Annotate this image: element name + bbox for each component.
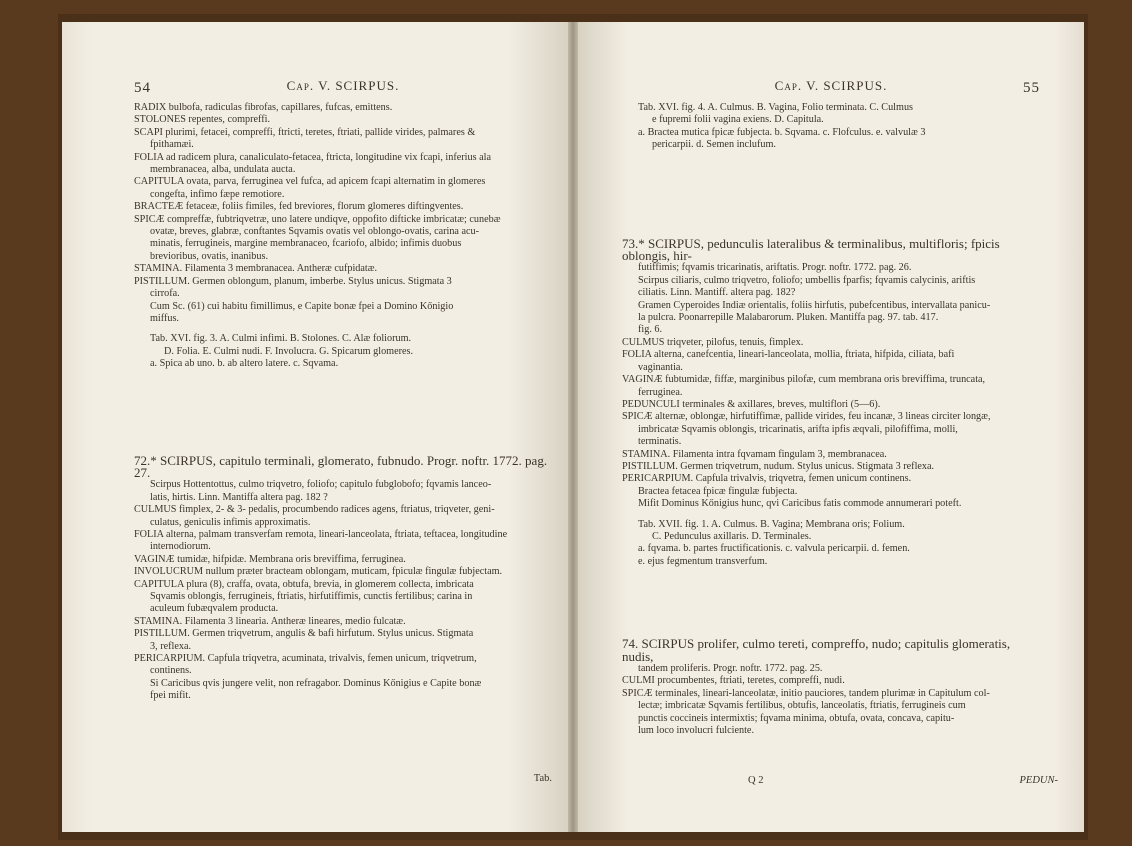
text-line: congefta, infimo fæpe remotiore. xyxy=(150,188,285,200)
left-plate-legend xyxy=(134,333,552,370)
text-line: fpei mifit. xyxy=(150,690,191,702)
text-line: VAGINÆ fubtumidæ, fiffæ, marginibus pilofæ, cum membrana oris breviffima, truncata, xyxy=(622,374,986,386)
right-page-number: 55 xyxy=(1023,80,1040,96)
text-line: PEDUNCULI terminales & axillares, breves, multiflori (5—6). xyxy=(622,398,881,410)
text-line: latis, hirtis. Linn. Mantiffa altera pag. 182 ? xyxy=(150,491,328,503)
text-line: a. Spica ab uno. b. ab altero latere. c. Sqvama. xyxy=(150,358,339,370)
right-plate-legend-top xyxy=(622,102,1040,152)
text-line: BRACTEÆ fetaceæ, foliis fimiles, fed breviores, florum glomeres diftingventes. xyxy=(134,201,464,213)
text-line: lectæ; imbricatæ Sqvamis fertilibus, obtufis, lanceolatis, ftriatis, ferrugineis cum xyxy=(638,700,966,712)
right-plate-legend-mid xyxy=(622,519,1040,569)
text-line: PISTILLUM. Germen triqvetrum, angulis & bafi hirfutum. Stylus unicus. Stigmata xyxy=(134,628,474,640)
text-line: Scirpus ciliaris, culmo triqvetro, foliofo; umbellis fparfis; fqvamis calycinis, ariftis xyxy=(638,274,976,286)
text-line: VAGINÆ tumidæ, hifpidæ. Membrana oris breviffima, ferruginea. xyxy=(134,553,406,565)
text-line: Gramen Cyperoides Indiæ orientalis, foliis hirfutis, pubefcentibus, intervallata panicu- xyxy=(638,299,991,311)
text-line: SCAPI plurimi, fetacei, compreffi, ftricti, teretes, ftriati, pallide virides, palmares & xyxy=(134,126,476,138)
left-catchword: Tab. xyxy=(533,773,552,784)
text-line: imbricatæ Sqvamis oblongis, tricarinatis, arifta ipfis æqvali, pilofiffima, molli, xyxy=(638,423,958,435)
entry-73 xyxy=(622,235,1040,511)
text-line: CULMUS triqveter, pilofus, tenuis, fimplex. xyxy=(622,336,804,348)
text-line: membranacea, alba, undulata aucta. xyxy=(150,164,296,176)
text-line: ovatæ, breves, glabræ, conftantes Sqvamis ovatis vel oblongo-ovatis, carina acu- xyxy=(150,226,480,238)
left-description-block xyxy=(134,102,552,325)
text-line: ferruginea. xyxy=(638,386,683,398)
text-line: minatis, ferrugineis, margine membranaceo, fcariofo, albido; infimis duobus xyxy=(150,238,462,250)
text-line: FOLIA ad radicem plura, canaliculato-fetacea, ftricta, longitudine vix fcapi, inferius ala xyxy=(134,151,491,163)
text-line: Scirpus Hottentottus, culmo triqvetro, foliofo; capitulo fubglobofo; fqvamis lanceo- xyxy=(150,479,492,491)
text-line: STAMINA. Filamenta 3 membranacea. Antheræ cufpidatæ. xyxy=(134,263,378,275)
text-line: 72.* SCIRPUS, capitulo terminali, glomerato, fubnudo. Progr. noftr. 1772. pag. 27. xyxy=(134,452,548,480)
left-page xyxy=(62,22,568,832)
text-line: miffus. xyxy=(150,312,179,324)
left-page-content xyxy=(134,80,552,703)
right-catchword: PEDUN- xyxy=(1019,775,1058,786)
text-line: tandem proliferis. Progr. noftr. 1772. pag. 25. xyxy=(638,663,823,674)
text-line: CULMUS fimplex, 2- & 3- pedalis, procumbendo radices agens, ftriatus, triqveter, geni- xyxy=(134,504,495,516)
text-line: pericarpii. d. Semen inclufum. xyxy=(652,139,776,151)
text-line: C. Pedunculus axillaris. D. Terminales. xyxy=(652,530,812,542)
text-line: e. ejus fegmentum transverfum. xyxy=(638,555,768,567)
text-line: fpithamæi. xyxy=(150,139,194,151)
text-line: PERICARPIUM. Capfula triqvetra, acuminata, trivalvis, femen unicum, triqvetrum, xyxy=(134,653,477,665)
text-line: CULMI procumbentes, ftriati, teretes, compreffi, nudi. xyxy=(622,675,845,687)
text-line: SPICÆ alternæ, oblongæ, hirfutiffimæ, pallide virides, feu incanæ, 3 lineas circiter longæ, xyxy=(622,411,991,423)
book-spread xyxy=(58,14,1088,840)
signature-mark: Q 2 xyxy=(748,775,764,786)
text-line: brevioribus, ovatis, inanibus. xyxy=(150,250,268,262)
text-line: SPICÆ compreffæ, fubtriqvetræ, uno latere undiqve, oppofito difticke imbricatæ; cunebæ xyxy=(134,213,501,225)
text-line: fig. 6. xyxy=(638,324,663,336)
text-line: PISTILLUM. Germen triqvetrum, nudum. Stylus unicus. Stigmata 3 reflexa. xyxy=(622,460,935,472)
text-line: continens. xyxy=(150,665,192,677)
text-line: Tab. XVI. fig. 4. A. Culmus. B. Vagina, Folio terminata. C. Culmus xyxy=(638,102,913,113)
text-line: Tab. XVII. fig. 1. A. Culmus. B. Vagina; Membrana oris; Folium. xyxy=(638,518,905,530)
right-page-content xyxy=(622,80,1040,737)
text-line: STAMINA. Filamenta 3 linearia. Antheræ lineares, medio fulcatæ. xyxy=(134,615,406,627)
text-line: RADIX bulbofa, radiculas fibrofas, capillares, fufcas, emittens. xyxy=(134,102,393,113)
text-line: cirrofa. xyxy=(150,288,180,300)
left-running-head: Cap. V. SCIRPUS. xyxy=(286,78,400,93)
text-line: a. fqvama. b. partes fructificationis. c. valvula pericarpii. d. femen. xyxy=(638,543,910,555)
text-line: CAPITULA plura (8), craffa, ovata, obtufa, brevia, in glomerem collecta, imbricata xyxy=(134,578,474,590)
right-page xyxy=(578,22,1084,832)
text-line: punctis coccineis intermixtis; fqvama minima, obtufa, ovata, concava, capitu- xyxy=(638,712,955,724)
text-line: aculeum fubæqvalem producta. xyxy=(150,603,279,615)
text-line: STOLONES repentes, compreffi. xyxy=(134,114,270,126)
text-line: a. Bractea mutica fpicæ fubjecta. b. Sqvama. c. Flofculus. e. valvulæ 3 xyxy=(638,126,926,138)
right-running-head: Cap. V. SCIRPUS. xyxy=(774,78,888,93)
text-line: 3, reflexa. xyxy=(150,640,192,652)
text-line: Cum Sc. (61) cui habitu fimillimus, e Capite bonæ fpei a Domino Kőnigio xyxy=(150,300,454,312)
text-line: PERICARPIUM. Capfula trivalvis, triqvetra, femen unicum continens. xyxy=(622,473,912,485)
right-header xyxy=(622,80,1040,102)
text-line: Bractea fetacea fpicæ fingulæ fubjecta. xyxy=(638,485,798,497)
text-line: Tab. XVI. fig. 3. A. Culmi infimi. B. Stolones. C. Alæ foliorum. xyxy=(150,333,412,345)
text-line: e fupremi folii vagina exiens. D. Capitula. xyxy=(652,114,824,126)
text-line: vaginantia. xyxy=(638,361,683,373)
text-line: FOLIA alterna, canefcentia, lineari-lanceolata, mollia, ftriata, hifpida, ciliata, bafi xyxy=(622,349,955,361)
text-line: PISTILLUM. Germen oblongum, planum, imberbe. Stylus unicus. Stigmata 3 xyxy=(134,275,452,287)
text-line: STAMINA. Filamenta intra fqvamam fingulam 3, membranacea. xyxy=(622,448,887,460)
text-line: Sqvamis oblongis, ferrugineis, ftriatis, hirfutiffimis, cunctis fertilibus; carina in xyxy=(150,591,473,602)
text-line: Mifit Dominus Kőnigius hunc, qvi Caricibus fatis commode annumerari poteft. xyxy=(638,498,962,510)
text-line: lum loco involucri fulciente. xyxy=(638,725,754,737)
text-line: 74. SCIRPUS prolifer, culmo tereti, compreffo, nudo; capitulis glomeratis, nudis, xyxy=(622,636,1011,664)
text-line: la pulcra. Poonarrepille Malabarorum. Pluken. Mantiffa pag. 97. tab. 417. xyxy=(638,312,939,324)
text-line: D. Folia. E. Culmi nudi. F. Involucra. G. Spicarum glomeres. xyxy=(164,345,414,357)
text-line: futiffimis; fqvamis tricarinatis, ariftatis. Progr. noftr. 1772. pag. 26. xyxy=(638,262,912,274)
text-line: INVOLUCRUM nullum præter bracteam oblongam, muticam, fpiculæ fingulæ fubjectam. xyxy=(134,566,503,578)
text-line: CAPITULA ovata, parva, ferruginea vel fufca, ad apicem fcapi alternatim in glomeres xyxy=(134,176,486,188)
text-line: 73.* SCIRPUS, pedunculis lateralibus & terminalibus, multifloris; fpicis oblongis, hir- xyxy=(622,235,1000,264)
text-line: terminatis. xyxy=(638,436,682,448)
text-line: FOLIA alterna, palmam transverfam remota, lineari-lanceolata, ftriata, teftacea, longitudine xyxy=(134,528,508,540)
text-line: culatus, geniculis infimis approximatis. xyxy=(150,516,311,528)
text-line: internodiorum. xyxy=(150,541,211,553)
entry-74 xyxy=(622,638,1040,737)
text-line: ciliatis. Linn. Mantiff. altera pag. 182? xyxy=(638,287,796,299)
text-line: SPICÆ terminales, lineari-lanceolatæ, initio pauciores, tandem plurimæ in Capitulum col- xyxy=(622,687,990,699)
left-page-number: 54 xyxy=(134,80,151,96)
entry-72 xyxy=(134,452,552,703)
text-line: Si Caricibus qvis jungere velit, non refragabor. Dominus Kőnigius e Capite bonæ xyxy=(150,677,482,689)
left-header xyxy=(134,80,552,102)
